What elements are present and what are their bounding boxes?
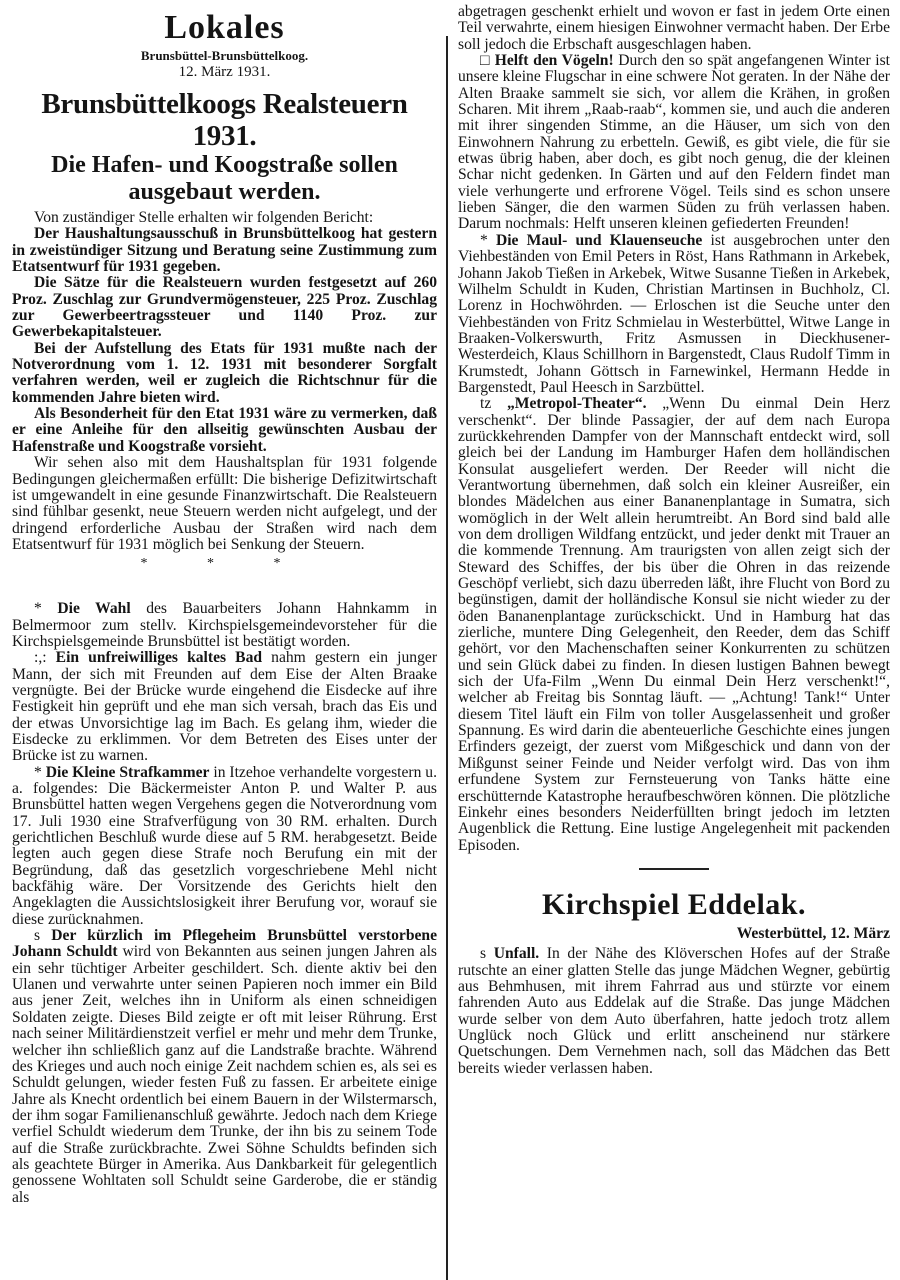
article-headline: Brunsbüttelkoogs Realsteuern 1931. xyxy=(41,88,408,152)
item-text: in Itzehoe verhandelte vorgestern u. a. folgendes: Die Bäckermeister Anton P. und Walter P. aus Brunsbüttel hatten wegen Vergehens gegen die Notverordnung vom 17. Juli 1930 eine Strafverfügung von 30 RM. erhalten. Durch gerichtlichen Beschluß wurde diese auf 5 RM. herabgesetzt. Beide legten auch gegen diese Strafe noch Berufung ein mit der Begründung, daß das gesetzlich vorgeschriebene Mehl nicht backfähig wäre. Der Vorsitzende des Gerichts hielt den Angeklagten die Aussichtslosigkeit ihrer Berufung vor, worauf sie diese zurücknahmen. xyxy=(12,763,437,928)
article-paragraph: Von zuständiger Stelle erhalten wir folgenden Bericht: xyxy=(34,209,374,226)
place-line: Brunsbüttel-Brunsbüttelkoog. xyxy=(140,48,309,63)
item-lead: Die Kleine Strafkammer xyxy=(45,763,210,781)
news-item xyxy=(12,601,437,650)
dateline: Westerbüttel, 12. März xyxy=(736,924,890,942)
item-lead: Unfall. xyxy=(493,945,540,963)
item-lead: Helft den Vögeln! xyxy=(494,52,614,70)
right-column xyxy=(458,4,890,1077)
item-text: Durch den so spät angefangenen Winter ist unsere kleine Flugschar in eine schwere Not geraten. In der Nähe der Alten Braake sammelt sie sich, vor allem die Krähen, in großen Scharen. Mit ihrem „Raab-raab“, kommen sie, und auch die anderen mit ihrer singenden Stimme, an die Häuser, um sich von den Einwohnern Nahrung zu erbetteln. Gewiß, es gibt viele, die für sie etwas übrig haben, aber doch, es gibt noch genug, die der kleinen Schar nicht gedenken. In Gärten und auf den Feldern findet man viele verhungerte und erfrorene Vögel. Teils sind es schon unsere lieben Sänger, die den warmen Süden zu früh verlassen haben. Darum nochmals: Helft unseren kleinen gefiederten Freunden! xyxy=(458,52,890,233)
item-text: „Wenn Du einmal Dein Herz verschenkt“. Der blinde Passagier, der auf dem nach Europa zurückkehrenden Dampfer von der Mannschaft entdeckt wird, soll gleich bei der Landung im Hamburger Hafen dem holländischen Konsulat ausgeliefert werden. Der Reeder will nicht die Verantwortung übernehmen, daß solch ein kleiner Ausreißer, ein blondes Mädelchen aus einer Bananenplantage in Sumatra, sich womöglich in der Welt allein herumtreibt. An Bord sind bald alle von dem drolligen Wildfang entzückt, und jeder denkt mit Trauer an die kommende Trennung. Am traurigsten von allen zeigt sich der Steward des Schiffes, der bis über die Ohren in das reizende Geschöpf verliebt, sich dazu überreden läßt, ihre Flucht von Bord zu begünstigen, damit der holländische Konsul sie nicht wieder zu der öden Bananenplantage zurückschickt. Und in Hamburg hat das zierliche, muntere Ding Gelegenheit, den Reeder, dem das Schiff gehört, vor den Machenschaften seiner Konkurrenten zu schützen und sein Glück dabei zu finden. In diesen lustigen Bahnen bewegt sich der Ufa-Film „Wenn Du einmal Dein Herz verschenkt!“, welcher ab Freitag bis Sonntag läuft. — „Achtung! Tank!“ Unter diesem Titel läuft ein Film von toller Ausgelassenheit und großer Spannung. Es wird darin die abenteuerliche Geschichte eines jungen Erfinders gezeigt, der zuerst vom Mißgeschick und dann von der Mißgunst seiner Feinde und Neider verfolgt wird. Das von ihm erfundene System zur Fernsteuerung von Tanks hätte eine erschütternde Katastrophe heraufbeschwören können. Die plötzliche Einkehr eines besonders Neiderfüllten bringt jedoch im letzten Augenblick die Rettung. Eine lustige Angelegenheit mit packenden Episoden. xyxy=(458,395,891,854)
article-paragraph: Der Haushaltungsausschuß in Brunsbüttelkoog hat gestern in zweistündiger Sitzung und Beratung seine Zustimmung zum Etatsentwurf für 1931 gegeben. xyxy=(12,225,437,276)
item-text: des Bauarbeiters Johann Hahnkamm in Belmermoor zum stellv. Kirchspielsgemeindevorsteher für die Kirchspielsgemeinde Brunsbüttel ist bestätigt worden. xyxy=(12,600,437,650)
item-lead: Die Maul- und Klauenseuche xyxy=(495,231,703,249)
item-text: wird von Bekannten aus seinen jungen Jahren als ein sehr tüchtiger Arbeiter geschildert. Sch. diente aktiv bei den Ulanen und verwahrte unter seinen Papieren noch immer ein Bild aus jener Zeit, welches ihn in Uniform als einen schneidigen Soldaten zeigte. Dieses Bild zeigte er oft mit leiser Rührung. Erst nach seiner Militärdienstzeit verfiel er mehr und mehr dem Trunke, welcher ihn schließlich ganz auf die Landstraße brachte. Während des Krieges und auch noch einige Zeit nachdem schien es, als sei es Schuldt gelungen, wieder festen Fuß zu fassen. Er arbeitete einige Jahre als Knecht ordentlich bei einem Bauern in der Wilstermarsch, der ihm sogar Familienanschluß gewährte. Jedoch nach dem Kriege verfiel Schuldt wiederum dem Trunke, der ihn bis zu seinem Tode auf die Straße zurückbrachte. Zwei Söhne Schuldts befinden sich als geachtete Bürger in Amerika. Aus Dankbarkeit für gelegentlich genossene Wohltaten soll Schuldt seine Garderobe, die er ständig als xyxy=(12,943,437,1206)
article-paragraph: Bei der Aufstellung des Etats für 1931 mußte nach der Notverordnung vom 1. 12. 1931 mit besonderer Sorgfalt verfahren werden, weil er zugleich die Richtschnur für die kommenden Jahre bieten wird. xyxy=(12,339,437,406)
item-marker: □ xyxy=(480,52,495,70)
item-lead: „Metropol-Theater“. xyxy=(506,395,647,413)
item-lead: Ein unfreiwilliges kaltes Bad xyxy=(55,649,263,667)
item-marker: tz xyxy=(480,395,507,413)
item-marker: s xyxy=(34,927,52,945)
news-item xyxy=(458,233,890,396)
news-item xyxy=(458,53,890,233)
item-lead: Der kürzlich im Pflegeheim Brunsbüttel verstorbene Johann Schuldt xyxy=(12,927,438,961)
item-marker: * xyxy=(34,600,58,618)
divider-line xyxy=(639,868,709,870)
item-text: ist ausgebrochen unter den Viehbeständen von Emil Peters in Röst, Hans Rathmann in Arkebek, Johann Jakob Tießen in Arkebek, Witwe Susanne Tießen in Arkebek, Wilhelm Schuldt in Kuden, Christian Martinsen in Buchholz, Cl. Lorenz in Hochwöhrden. — Erloschen ist die Seuche unter den Viehbeständen von Fritz Schmielau in Westerbüttel, Witwe Lange in Braaken-Volkerswurth, Fritz Asmussen in Dieckhusener-Westerdeich, Klaus Schillhorn in Bargenstedt, Claus Rudolf Timm in Krumstedt, Johann Göttsch in Farnewinkel, Hermann Hedde in Bargenstedt, Paul Heesch in Sarzbüttel. xyxy=(458,231,890,396)
news-item xyxy=(12,928,437,1206)
asterism-separator: * * * xyxy=(140,556,309,572)
article-subheadline: Die Hafen- und Koogstraße sollen ausgebaut werden. xyxy=(51,152,398,205)
news-item xyxy=(12,650,437,764)
item-text: In der Nähe des Klöverschen Hofes auf der Straße rutschte an einer glatten Stelle das junge Mädchen Wegner, gebürtig aus Behmhusen, mit ihrem Fahrrad aus und stürzte vor einem fahrenden Auto aus Eddelak auf die Straße. Das junge Mädchen wurde selber von dem Auto überfahren, hatte jedoch trotz allem Unglück noch Glück und erlitt anscheinend nur stärkere Quetschungen. Dem Vernehmen nach, soll das Mädchen das Bett bereits wieder verlassen haben. xyxy=(458,945,890,1077)
date-line: 12. März 1931. xyxy=(178,64,271,80)
news-item xyxy=(458,946,890,1077)
item-lead: Die Wahl xyxy=(57,600,131,618)
item-marker: s xyxy=(480,945,494,963)
news-item xyxy=(458,396,890,854)
section-masthead: Lokales xyxy=(164,9,285,46)
news-item xyxy=(12,765,437,928)
article-paragraph: Wir sehen also mit dem Haushaltsplan für 1931 folgende Bedingungen gleichermaßen erfüllt: Die bisherige Defizitwirtschaft ist umgewandelt in eine gesunde Finanzwirtschaft. Die Realsteuern sind fühlbar gesenkt, neue Steuern werden nicht aufgelegt, und der dringend erforderliche Ausbau der Straßen wird nach dem Etatsentwurf für 1931 möglich bei Senkung der Steuern. xyxy=(12,454,437,553)
continued-text: abgetragen geschenkt erhielt und wovon er fast in jedem Orte einen Teil verwahrte, einem hiesigen Einwohner vermacht haben. Der Erbe soll jedoch die Erbschaft ausgeschlagen haben. xyxy=(458,3,890,53)
item-marker: :,: xyxy=(34,649,56,667)
item-marker: * xyxy=(480,231,496,249)
left-column xyxy=(12,0,437,1206)
column-rule xyxy=(446,36,448,1280)
article-paragraph: Die Sätze für die Realsteuern wurden festgesetzt auf 260 Proz. Zuschlag zur Grundvermögensteuer, 225 Proz. Zuschlag zur Gewerbeertragssteuer und 1140 Proz. zur Gewerbekapitalsteuer. xyxy=(12,274,437,341)
article-paragraph: Als Besonderheit für den Etat 1931 wäre zu vermerken, daß er eine Anleihe für den allseitig gewünschten Ausbau der Hafenstraße und Koogstraße vorsieht. xyxy=(12,405,437,455)
item-marker: * xyxy=(34,763,46,781)
item-text: nahm gestern ein junger Mann, der sich mit Freunden auf dem Eise der Alten Braake vergnügte. Bei der Brücke wurde eingehend die Eisdecke auf ihre Festigkeit hin geprüft und ehe man sich versah, brach das Eis und der etwas Unvorsichtige lag im Bach. Es gelang ihm, wieder die Eisdecke zu erklimmen. Vor dem Betreten des Eises unter der Brücke ist zu warnen. xyxy=(12,649,438,765)
section-title: Kirchspiel Eddelak. xyxy=(541,887,806,921)
